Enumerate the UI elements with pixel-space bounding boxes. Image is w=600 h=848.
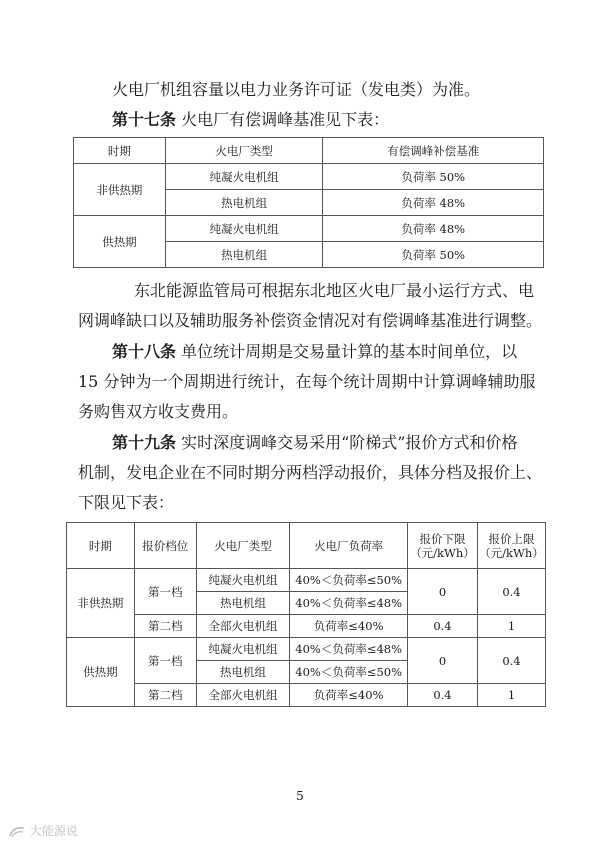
- header-price-cap: 报价上限（元/kWh）: [477, 523, 545, 569]
- baseline-cell: 负荷率 50%: [323, 164, 544, 190]
- price-cap-cell: 0.4: [477, 569, 545, 615]
- plant-type-cell: 纯凝火电机组: [196, 569, 290, 592]
- table-header-row: [67, 523, 546, 569]
- price-floor-cell: 0: [408, 638, 478, 684]
- price-cap-cell: 1: [477, 684, 545, 707]
- plant-type-cell: 全部火电机组: [196, 684, 290, 707]
- table-header-row: [74, 138, 544, 164]
- period-heating: 供热期: [74, 216, 166, 268]
- header-baseline: 有偿调峰补偿基准: [323, 138, 544, 164]
- article-19-line1: [112, 433, 517, 453]
- article-18-line3: 务购售双方收支费用。: [78, 402, 239, 421]
- paragraph-capacity: 火电厂机组容量以电力业务许可证（发电类）为准。: [112, 80, 481, 99]
- load-rate-cell: 40%＜负荷率≤50%: [290, 569, 408, 592]
- table-row: [67, 569, 546, 592]
- price-floor-cell: 0.4: [408, 684, 478, 707]
- header-tier: 报价档位: [134, 523, 196, 569]
- plant-type-cell: 纯凝火电机组: [165, 216, 323, 242]
- article-18-line2: 15 分钟为一个周期进行统计，在每个统计周期中计算调峰辅助服: [78, 372, 536, 391]
- price-cap-cell: 0.4: [477, 638, 545, 684]
- tier-cell: 第一档: [134, 569, 196, 615]
- article-19-line3: 下限见下表：: [78, 493, 175, 512]
- plant-type-cell: 热电机组: [196, 592, 290, 615]
- load-rate-cell: 负荷率≤40%: [290, 684, 408, 707]
- header-plant-type: 火电厂类型: [196, 523, 290, 569]
- watermark: [8, 822, 78, 839]
- table-row: [67, 638, 546, 661]
- table-row: [67, 684, 546, 707]
- baseline-cell: 负荷率 48%: [323, 190, 544, 216]
- load-rate-cell: 负荷率≤40%: [290, 615, 408, 638]
- page-number: 5: [296, 789, 304, 803]
- article-18-title: 第十八条: [112, 342, 177, 361]
- load-rate-cell: 40%＜负荷率≤48%: [290, 638, 408, 661]
- article-18-text: 单位统计周期是交易量计算的基本时间单位，以: [181, 342, 518, 361]
- watermark-logo-icon: [8, 825, 26, 839]
- article-17: [112, 110, 389, 130]
- header-period: 时期: [67, 523, 135, 569]
- article-19-text: 实时深度调峰交易采用“阶梯式”报价方式和价格: [181, 433, 518, 452]
- baseline-cell: 负荷率 48%: [323, 216, 544, 242]
- tier-cell: 第二档: [134, 615, 196, 638]
- header-plant-type: 火电厂类型: [165, 138, 323, 164]
- load-rate-cell: 40%＜负荷率≤50%: [290, 661, 408, 684]
- peak-regulation-baseline-table: [73, 137, 544, 268]
- table-row: [67, 615, 546, 638]
- article-19-title: 第十九条: [112, 433, 177, 452]
- header-price-floor: 报价下限（元/kWh）: [408, 523, 478, 569]
- price-floor-cell: 0.4: [408, 615, 478, 638]
- article-17-title: 第十七条: [112, 110, 177, 129]
- plant-type-cell: 纯凝火电机组: [196, 638, 290, 661]
- plant-type-cell: 热电机组: [165, 242, 323, 268]
- article-19-line2: 机制，发电企业在不同时期分两档浮动报价，具体分档及报价上、: [78, 463, 543, 482]
- table-row: [74, 164, 544, 190]
- paragraph-adjust-line2: 网调峰缺口以及辅助服务补偿资金情况对有偿调峰基准进行调整。: [78, 311, 543, 330]
- plant-type-cell: 热电机组: [165, 190, 323, 216]
- baseline-cell: 负荷率 50%: [323, 242, 544, 268]
- price-cap-cell: 1: [477, 615, 545, 638]
- watermark-text: 大能源说: [29, 824, 78, 838]
- tier-cell: 第二档: [134, 684, 196, 707]
- price-floor-cell: 0: [408, 569, 478, 615]
- plant-type-cell: 热电机组: [196, 661, 290, 684]
- plant-type-cell: 纯凝火电机组: [165, 164, 323, 190]
- period-nonheating: 非供热期: [74, 164, 166, 216]
- header-load-rate: 火电厂负荷率: [290, 523, 408, 569]
- tier-cell: 第一档: [134, 638, 196, 684]
- paragraph-adjust-line1: 东北能源监管局可根据东北地区火电厂最小运行方式、电: [134, 281, 535, 300]
- table-row: [74, 216, 544, 242]
- header-period: 时期: [74, 138, 166, 164]
- article-18-line1: [112, 342, 517, 362]
- period-nonheating: 非供热期: [67, 569, 135, 638]
- plant-type-cell: 全部火电机组: [196, 615, 290, 638]
- load-rate-cell: 40%＜负荷率≤48%: [290, 592, 408, 615]
- tiered-quote-table: [66, 522, 546, 707]
- article-17-text: 火电厂有偿调峰基准见下表：: [181, 110, 390, 129]
- period-heating: 供热期: [67, 638, 135, 707]
